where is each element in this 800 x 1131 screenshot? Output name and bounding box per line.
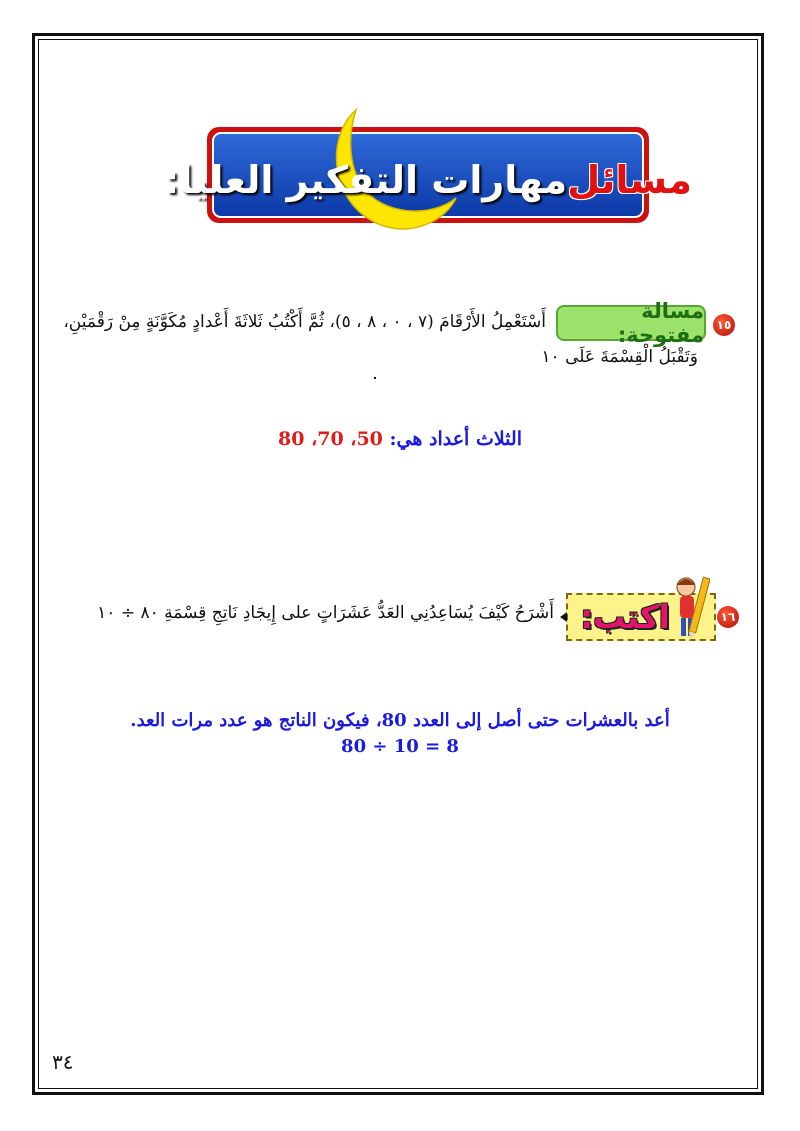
title-word-red: مسائل	[567, 158, 692, 202]
pencil-girl-icon	[672, 573, 710, 643]
page-title	[164, 150, 692, 210]
problem-15-line-2: وَتَقْبَلُ الْقِسْمَةَ عَلَى ١٠	[541, 347, 698, 367]
problem-15-answer-label: الثلاث أعداد هي:	[389, 428, 522, 450]
problem-15-line-1: أَسْتَعْمِلُ الأَرْقَامَ (٧ ، ٠ ، ٨ ، ٥)، ثُمَّ أَكْتُبُ ثَلاثَةَ أَعْدادٍ مُكَوَّنَةٍ مِنْ رَقْمَيْنِ،	[63, 312, 546, 332]
problem-16-number: ١٦	[717, 606, 739, 628]
problem-16-answer	[100, 708, 700, 760]
problem-16-question: أَشْرَحُ كَيْفَ يُسَاعِدُنِي العَدُّ عَشَرَاتٍ على إِيجَادِ نَاتِجِ قِسْمَةِ ٨٠ ÷ ١٠	[97, 603, 554, 623]
problem-15-answer-values: 50، 70، 80	[278, 428, 383, 450]
page-number: ٣٤	[52, 1050, 74, 1074]
problem-16-answer-line-2: 8 = 10 ÷ 80	[341, 736, 459, 757]
problem-15-number: ١٥	[713, 314, 735, 336]
title-words-white: مهارات التفكير العليا:	[164, 158, 568, 202]
bullet-arrow-icon	[560, 612, 567, 622]
problem-15-answer	[240, 428, 560, 450]
stray-dot	[374, 377, 376, 379]
open-problem-tag: مسالة مفتوحة:	[556, 305, 706, 341]
problem-16-answer-line-1: أعد بالعشرات حتى أصل إلى العدد 80، فيكون الناتج هو عدد مرات العد.	[130, 710, 670, 731]
write-tag-label: اكتب:	[580, 598, 670, 636]
